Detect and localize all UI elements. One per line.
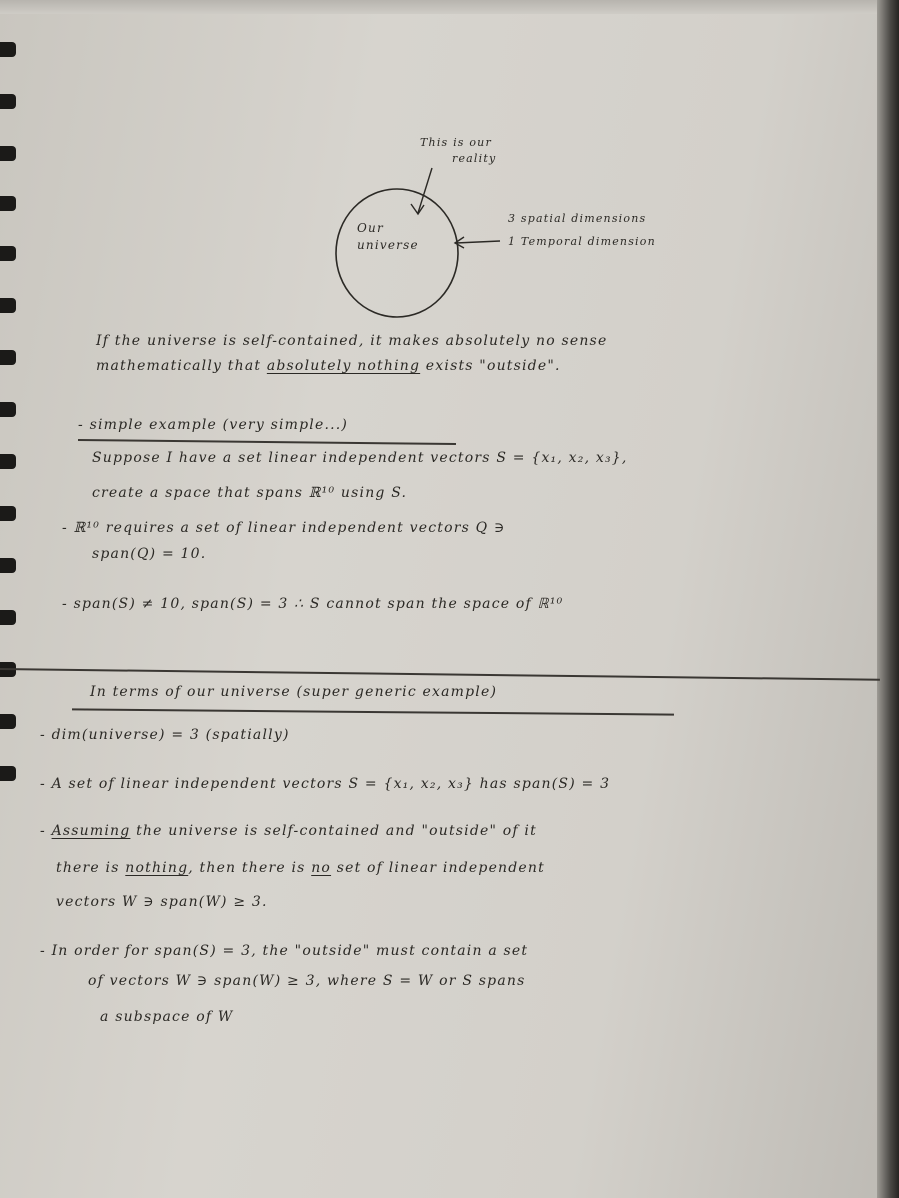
simple-example-line2: create a space that spans ℝ¹⁰ using S. [92,485,408,501]
assuming-underlined: Assuming [51,823,131,839]
simple-example-line3: - ℝ¹⁰ requires a set of linear independent vectors Q ∋ [62,520,506,536]
universe-circle [336,189,458,317]
reality-note-line2: reality [452,152,497,165]
simple-example-line4: span(Q) = 10. [92,546,207,562]
circle-label-our: Our [357,221,384,235]
absolutely-nothing-underlined: absolutely nothing [266,358,421,374]
simple-example-heading: - simple example (very simple...) [78,417,349,433]
universe-line7: of vectors W ∋ span(W) ≥ 3, where S = W or S spans [88,973,526,989]
simple-example-line5: - span(S) ≠ 10, span(S) = 3 ∴ S cannot span the space of ℝ¹⁰ [62,596,564,612]
universe-line5: vectors W ∋ span(W) ≥ 3. [56,894,268,910]
temporal-dimension-note: 1 Temporal dimension [508,235,656,248]
universe-line3: - Assuming the universe is self-contained and "outside" of it [40,823,537,839]
universe-line6: - In order for span(S) = 3, the "outside" must contain a set [40,943,529,959]
reality-arrow [418,168,432,213]
universe-example-heading: In terms of our universe (super generic example) [90,684,498,700]
nothing-underlined: nothing [125,860,189,876]
universe-line8: a subspace of W [100,1009,234,1025]
universe-line4: there is nothing, then there is no set of linear independent [56,860,545,876]
intro-line2: mathematically that absolutely nothing exists "outside". [96,358,561,374]
dimensions-arrow [456,241,500,243]
circle-label-universe: universe [357,238,419,252]
universe-line2: - A set of linear independent vectors S = {x₁, x₂, x₃} has span(S) = 3 [40,776,611,792]
no-underlined: no [311,860,332,876]
reality-note-line1: This is our [420,136,492,149]
spatial-dimensions-note: 3 spatial dimensions [508,212,647,225]
intro-line1: If the universe is self-contained, it makes absolutely no sense [96,333,608,349]
reality-arrowhead [411,204,424,214]
universe-line1: - dim(universe) = 3 (spatially) [40,727,290,743]
simple-example-line1: Suppose I have a set linear independent vectors S = {x₁, x₂, x₃}, [92,450,628,466]
